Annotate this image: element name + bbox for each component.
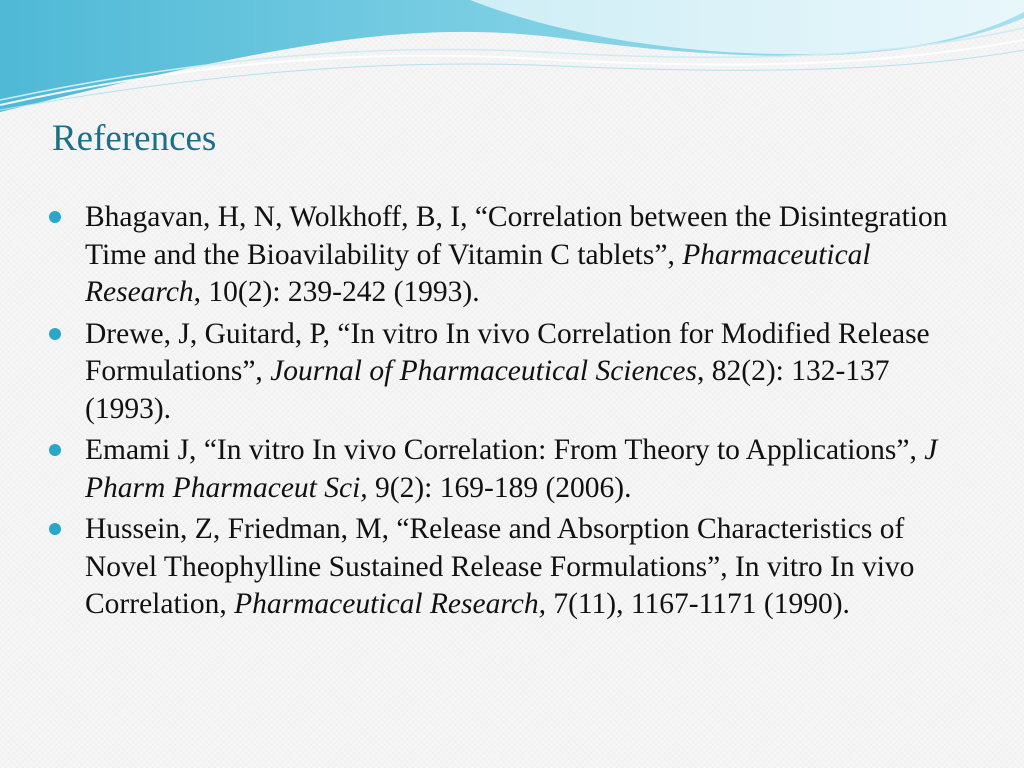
reference-authors: Emami J, [85, 434, 204, 466]
reference-article: “Release and Absorption Characteristics of Novel Theophylline Sustained Release Formulations”, In vitro In vivo Correlation, [85, 513, 915, 620]
reference-list [48, 199, 968, 628]
reference-authors: Bhagavan, H, N, Wolkhoff, B, I, [85, 201, 475, 233]
reference-article: “Correlation between the Disintegration Time and the Bioavilability of Vitamin C tablets”, [85, 201, 948, 271]
reference-journal: Journal of Pharmaceutical Sciences [270, 355, 698, 387]
reference-details: 7(11), 1167-1171 (1990). [545, 588, 850, 620]
reference-journal: J Pharm Pharmaceut Sci, [85, 434, 938, 504]
reference-article: “In vitro In vivo Correlation: From Theory to Applications”, [203, 434, 925, 466]
reference-authors: Hussein, Z, Friedman, M, [85, 513, 397, 545]
reference-item [48, 316, 968, 429]
reference-item [48, 511, 968, 624]
reference-article: “In vitro In vivo Correlation for Modified Release Formulations”, [85, 317, 930, 387]
reference-item [48, 432, 968, 507]
reference-details: , 82(2): 132-137 (1993). [85, 355, 890, 425]
reference-authors: Drewe, J, Guitard, P, [85, 317, 338, 350]
bullet-icon [49, 444, 61, 456]
slide-title: References [52, 118, 217, 159]
header-wave-decoration [0, 0, 1024, 130]
bullet-icon [49, 211, 61, 223]
reference-details: 9(2): 169-189 (2006). [367, 471, 632, 504]
reference-journal: Pharmaceutical Research, [234, 588, 546, 620]
bullet-icon [49, 328, 61, 340]
reference-details: , 10(2): 239-242 (1993). [193, 276, 480, 308]
reference-journal: Pharmaceutical Research [85, 238, 871, 308]
reference-item [48, 199, 968, 312]
bullet-icon [49, 523, 61, 535]
